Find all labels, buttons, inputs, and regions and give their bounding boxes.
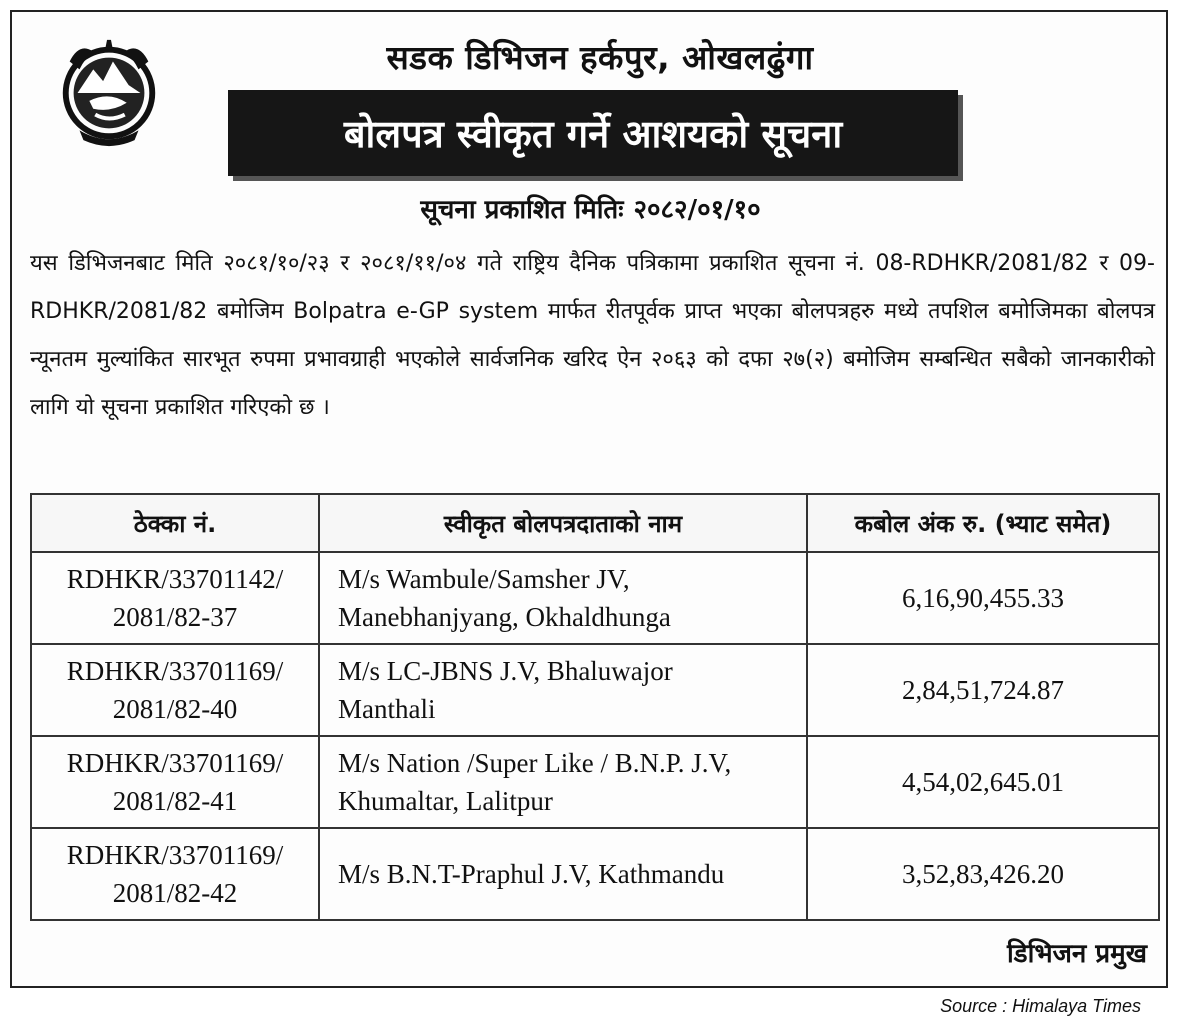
office-name: सडक डिभिजन हर्कपुर, ओखलढुंगा	[386, 38, 814, 77]
header-bidder-name: स्वीकृत बोलपत्रदाताको नाम	[319, 494, 807, 552]
notice-title: बोलपत्र स्वीकृत गर्ने आशयको सूचना	[343, 112, 843, 156]
bidder-name-line: M/s B.N.T-Praphul J.V, Kathmandu	[338, 859, 725, 889]
table-row	[31, 552, 1159, 644]
bid-amount-cell: 2,84,51,724.87	[807, 644, 1159, 736]
bidder-name-line: Manebhanjyang, Okhaldhunga	[338, 602, 671, 632]
notice-paragraph: यस डिभिजनबाट मिति २०८१/१०/२३ र २०८१/११/०४ गते राष्ट्रिय दैनिक पत्रिकामा प्रकाशित सूचना नं. 08-RDHKR/2081/82 र 09-RDHKR/2081/82 बमोजिम Bolpatra e-GP system मार्फत रीतपूर्वक प्राप्त भएका बोलपत्रहरु मध्ये तपशिल बमोजिमका बोलपत्र न्यूनतम मुल्यांकित सारभूत रुपमा प्रभावग्राही भएकोले सार्वजनिक खरिद ऐन २०६३ को दफा २७(२) बमोजिम सम्बन्धित सबैको जानकारीको लागि यो सूचना प्रकाशित गरिएको छ ।	[30, 251, 1155, 420]
publish-date-line	[0, 192, 1181, 228]
contract-no-line: RDHKR/33701169/	[66, 840, 284, 870]
contract-no-cell	[31, 552, 319, 644]
contract-no-line: 2081/82-37	[112, 602, 238, 632]
source-credit: Source : Himalaya Times	[940, 996, 1141, 1016]
contract-no-line: 2081/82-40	[112, 694, 238, 724]
contract-no-line: RDHKR/33701169/	[66, 748, 284, 778]
contract-no-cell	[31, 828, 319, 920]
bid-amount-cell: 4,54,02,645.01	[807, 736, 1159, 828]
contract-no-cell	[31, 644, 319, 736]
bidder-name-line: M/s Wambule/Samsher JV,	[338, 564, 630, 594]
table-row	[31, 644, 1159, 736]
table-row	[31, 736, 1159, 828]
bidder-name-cell	[319, 736, 807, 828]
bidder-name-line: Khumaltar, Lalitpur	[338, 786, 553, 816]
bidder-name-cell	[319, 828, 807, 920]
bidder-name-line: M/s Nation /Super Like / B.N.P. J.V,	[338, 748, 732, 778]
contract-no-cell	[31, 736, 319, 828]
bidder-name-line: M/s LC-JBNS J.V, Bhaluwajor	[338, 656, 673, 686]
bidder-name-cell	[319, 644, 807, 736]
publish-date-value: २०८२/०१/१०	[633, 195, 761, 225]
header-contract-no: ठेक्का नं.	[31, 494, 319, 552]
notice-title-banner	[228, 90, 958, 176]
contract-no-line: 2081/82-41	[112, 786, 238, 816]
contract-table	[30, 493, 1160, 921]
header-bid-amount: कबोल अंक रु. (भ्याट समेत)	[807, 494, 1159, 552]
nepal-government-emblem-icon	[50, 32, 168, 150]
table-row	[31, 828, 1159, 920]
contract-no-line: RDHKR/33701142/	[66, 564, 284, 594]
bidder-name-line: Manthali	[338, 694, 436, 724]
signoff: डिभिजन प्रमुख	[1006, 939, 1147, 969]
contract-no-line: 2081/82-42	[112, 878, 238, 908]
bidder-name-cell	[319, 552, 807, 644]
contract-no-line: RDHKR/33701169/	[66, 656, 284, 686]
bid-amount-cell: 6,16,90,455.33	[807, 552, 1159, 644]
bid-amount-cell: 3,52,83,426.20	[807, 828, 1159, 920]
publish-date-label: सूचना प्रकाशित मितिः	[420, 195, 624, 225]
table-header-row	[31, 494, 1159, 552]
